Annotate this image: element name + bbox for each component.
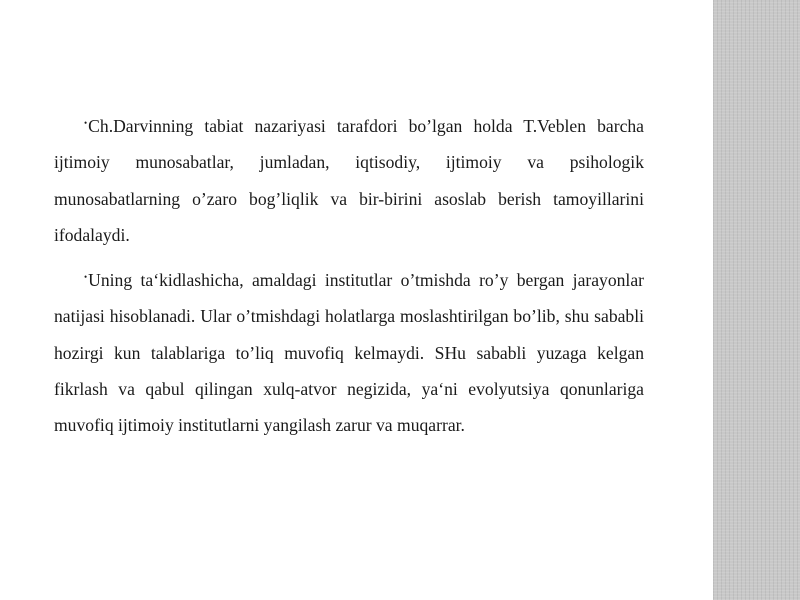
- paragraph-1-text: Ch.Darvinning tabiat nazariyasi tarafdori bo’lgan holda T.Veblen barcha ijtimoiy munosabatlar, jumladan, iqtisodiy, ijtimoiy va psihologik munosabatlarning o’zaro bog’liqlik va bir-birini asoslab berish tamoyillarini ifodalaydi.: [54, 116, 644, 245]
- paragraph-1: [54, 105, 644, 253]
- paragraph-2-text: Uning ta‘kidlashicha, amaldagi institutlar o’tmishda ro’y bergan jarayonlar natijasi hisoblanadi. Ular o’tmishdagi holatlarga moslashtirilgan bo’lib, shu sababli hozirgi kun talablariga to’liq muvofiq kelmaydi. SHu sababli yuzaga kelgan fikrlash va qabul qilingan xulq-atvor negizida, ya‘ni evolyutsiya qonunlariga muvofiq ijtimoiy institutlarni yangilash zarur va muqarrar.: [54, 270, 644, 436]
- slide-body: [54, 105, 644, 444]
- bullet-icon: •: [84, 118, 88, 128]
- decorative-side-panel: [713, 0, 800, 600]
- paragraph-2: [54, 259, 644, 443]
- bullet-icon: •: [84, 272, 88, 283]
